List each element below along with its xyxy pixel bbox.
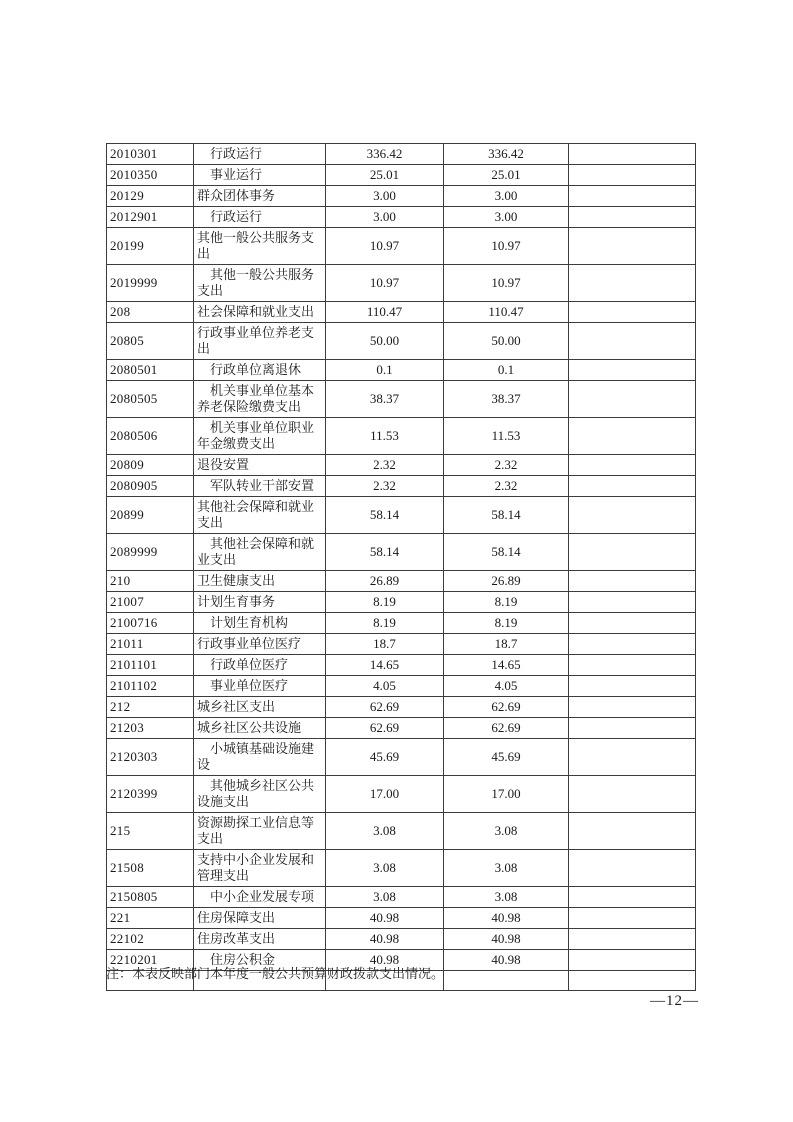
cell-code: 215 [107,813,194,850]
cell-blank [569,534,696,571]
cell-name: 资源勘探工业信息等支出 [194,813,326,850]
cell-blank [569,739,696,776]
cell-value2: 8.19 [444,613,569,634]
table-row [107,929,696,950]
table-row [107,418,696,455]
cell-code: 2010301 [107,144,194,165]
table-row [107,302,696,323]
table-row [107,613,696,634]
cell-blank [569,887,696,908]
cell-code: 2080905 [107,476,194,497]
cell-blank [569,207,696,228]
cell-blank [569,571,696,592]
cell-code: 2089999 [107,534,194,571]
cell-name: 住房公积金 [194,950,326,971]
cell-value2: 110.47 [444,302,569,323]
cell-blank [569,418,696,455]
cell-value1: 62.69 [326,718,444,739]
cell-value1: 3.00 [326,186,444,207]
cell-name: 机关事业单位职业年金缴费支出 [194,418,326,455]
cell-value2: 40.98 [444,950,569,971]
cell-code: 2080501 [107,360,194,381]
cell-value2: 8.19 [444,592,569,613]
cell-name: 事业运行 [194,165,326,186]
cell-name: 住房保障支出 [194,908,326,929]
table-row [107,228,696,265]
cell-value1: 50.00 [326,323,444,360]
table-row [107,381,696,418]
cell-blank [569,381,696,418]
cell-value1: 3.08 [326,850,444,887]
table-row [107,186,696,207]
cell-blank [569,455,696,476]
table-row [107,534,696,571]
table-row [107,144,696,165]
cell-name: 其他城乡社区公共设施支出 [194,776,326,813]
table-row [107,655,696,676]
cell-value2: 3.08 [444,850,569,887]
cell-value2: 3.00 [444,186,569,207]
cell-value1: 18.7 [326,634,444,655]
cell-name: 行政运行 [194,144,326,165]
cell-blank [569,360,696,381]
cell-name: 其他社会保障和就业支出 [194,534,326,571]
cell-value2: 50.00 [444,323,569,360]
cell-blank [569,228,696,265]
cell-value2: 336.42 [444,144,569,165]
cell-code: 22102 [107,929,194,950]
table-row [107,323,696,360]
cell-code: 210 [107,571,194,592]
cell-value2: 58.14 [444,497,569,534]
cell-code: 2012901 [107,207,194,228]
cell-value1: 11.53 [326,418,444,455]
cell-blank [569,323,696,360]
cell-code: 2120303 [107,739,194,776]
budget-table-body [107,144,696,991]
cell-value1: 17.00 [326,776,444,813]
cell-value2: 26.89 [444,571,569,592]
cell-blank [569,302,696,323]
cell-blank [569,613,696,634]
cell-name: 行政单位医疗 [194,655,326,676]
cell-code: 20809 [107,455,194,476]
table-row [107,634,696,655]
cell-blank [569,813,696,850]
cell-blank [569,592,696,613]
cell-name: 其他社会保障和就业支出 [194,497,326,534]
cell-code: 21203 [107,718,194,739]
table-row [107,739,696,776]
cell-blank [569,929,696,950]
cell-blank [569,697,696,718]
cell-value2: 58.14 [444,534,569,571]
cell-code: 21508 [107,850,194,887]
cell-value1: 3.00 [326,207,444,228]
cell-name: 卫生健康支出 [194,571,326,592]
cell-name: 支持中小企业发展和管理支出 [194,850,326,887]
cell-value1: 14.65 [326,655,444,676]
cell-value1: 40.98 [326,908,444,929]
cell-code: 2101102 [107,676,194,697]
cell-value1: 2.32 [326,476,444,497]
cell-value1: 110.47 [326,302,444,323]
cell-code: 2080505 [107,381,194,418]
cell-blank [569,497,696,534]
table-row [107,165,696,186]
cell-blank [569,776,696,813]
cell-name: 其他一般公共服务支出 [194,265,326,302]
cell-code: 212 [107,697,194,718]
cell-value2: 0.1 [444,360,569,381]
cell-value1: 40.98 [326,950,444,971]
cell-code: 20899 [107,497,194,534]
table-row [107,697,696,718]
cell-name: 军队转业干部安置 [194,476,326,497]
cell-name: 城乡社区公共设施 [194,718,326,739]
cell-code: 20129 [107,186,194,207]
cell-blank [569,634,696,655]
cell-blank [569,950,696,971]
cell-name: 行政运行 [194,207,326,228]
cell-value1: 336.42 [326,144,444,165]
table-row [107,592,696,613]
cell-value2: 18.7 [444,634,569,655]
cell-value2: 62.69 [444,697,569,718]
cell-value2: 2.32 [444,455,569,476]
table-row [107,360,696,381]
cell-blank [569,676,696,697]
cell-value2: 14.65 [444,655,569,676]
cell-value2: 25.01 [444,165,569,186]
cell-value1: 2.32 [326,455,444,476]
cell-code: 2210201 [107,950,194,971]
cell-name: 退役安置 [194,455,326,476]
cell-value2: 3.08 [444,813,569,850]
cell-name: 城乡社区支出 [194,697,326,718]
table-row [107,497,696,534]
cell-code: 2150805 [107,887,194,908]
cell-value1: 25.01 [326,165,444,186]
cell-value1: 38.37 [326,381,444,418]
cell-code: 20805 [107,323,194,360]
cell-value1: 26.89 [326,571,444,592]
cell-value2: 3.00 [444,207,569,228]
cell-value2: 17.00 [444,776,569,813]
cell-name: 行政事业单位医疗 [194,634,326,655]
cell-value1: 62.69 [326,697,444,718]
cell-blank [569,165,696,186]
budget-table [106,143,696,991]
cell-value2: 2.32 [444,476,569,497]
table-row [107,776,696,813]
cell-value2: 45.69 [444,739,569,776]
cell-value1: 8.19 [326,613,444,634]
table-row [107,476,696,497]
cell-blank [569,186,696,207]
table-row [107,265,696,302]
cell-value2: 4.05 [444,676,569,697]
cell-blank [569,718,696,739]
cell-blank [569,265,696,302]
cell-blank [569,655,696,676]
cell-value2: 11.53 [444,418,569,455]
cell-value2: 40.98 [444,929,569,950]
cell-code: 2120399 [107,776,194,813]
cell-blank [569,850,696,887]
cell-value1: 10.97 [326,228,444,265]
table-row [107,455,696,476]
cell-code: 2101101 [107,655,194,676]
cell-code: 208 [107,302,194,323]
cell-code: 221 [107,908,194,929]
cell-name: 小城镇基础设施建设 [194,739,326,776]
table-row [107,813,696,850]
cell-name: 群众团体事务 [194,186,326,207]
cell-name: 行政事业单位养老支出 [194,323,326,360]
cell-value1: 3.08 [326,813,444,850]
table-row [107,887,696,908]
cell-code: 20199 [107,228,194,265]
cell-name: 事业单位医疗 [194,676,326,697]
cell-value1: 3.08 [326,887,444,908]
cell-value2: 10.97 [444,265,569,302]
cell-code: 21007 [107,592,194,613]
cell-name: 计划生育事务 [194,592,326,613]
cell-value1: 40.98 [326,929,444,950]
table-row [107,908,696,929]
cell-blank [569,971,696,991]
cell-value2: 40.98 [444,908,569,929]
table-footnote: 注：本表反映部门本年度一般公共预算财政拨款支出情况。 [106,966,445,981]
table-row [107,571,696,592]
page-number: —12— [650,993,699,1009]
cell-value1: 10.97 [326,265,444,302]
cell-code: 21011 [107,634,194,655]
cell-name: 计划生育机构 [194,613,326,634]
cell-value2: 38.37 [444,381,569,418]
cell-value1: 4.05 [326,676,444,697]
cell-value2: 3.08 [444,887,569,908]
table-row [107,850,696,887]
cell-value2 [444,971,569,991]
cell-value1: 58.14 [326,534,444,571]
cell-blank [569,144,696,165]
table-row [107,207,696,228]
cell-blank [569,476,696,497]
cell-value1: 45.69 [326,739,444,776]
cell-value1: 0.1 [326,360,444,381]
cell-name: 社会保障和就业支出 [194,302,326,323]
cell-value2: 10.97 [444,228,569,265]
cell-name: 中小企业发展专项 [194,887,326,908]
cell-value1: 8.19 [326,592,444,613]
table-row [107,676,696,697]
cell-value1: 58.14 [326,497,444,534]
cell-value2: 62.69 [444,718,569,739]
cell-blank [569,908,696,929]
cell-name: 行政单位离退休 [194,360,326,381]
cell-code: 2100716 [107,613,194,634]
cell-name: 其他一般公共服务支出 [194,228,326,265]
cell-name: 住房改革支出 [194,929,326,950]
table-row [107,718,696,739]
cell-code: 2010350 [107,165,194,186]
cell-name: 机关事业单位基本养老保险缴费支出 [194,381,326,418]
cell-code: 2019999 [107,265,194,302]
cell-code: 2080506 [107,418,194,455]
